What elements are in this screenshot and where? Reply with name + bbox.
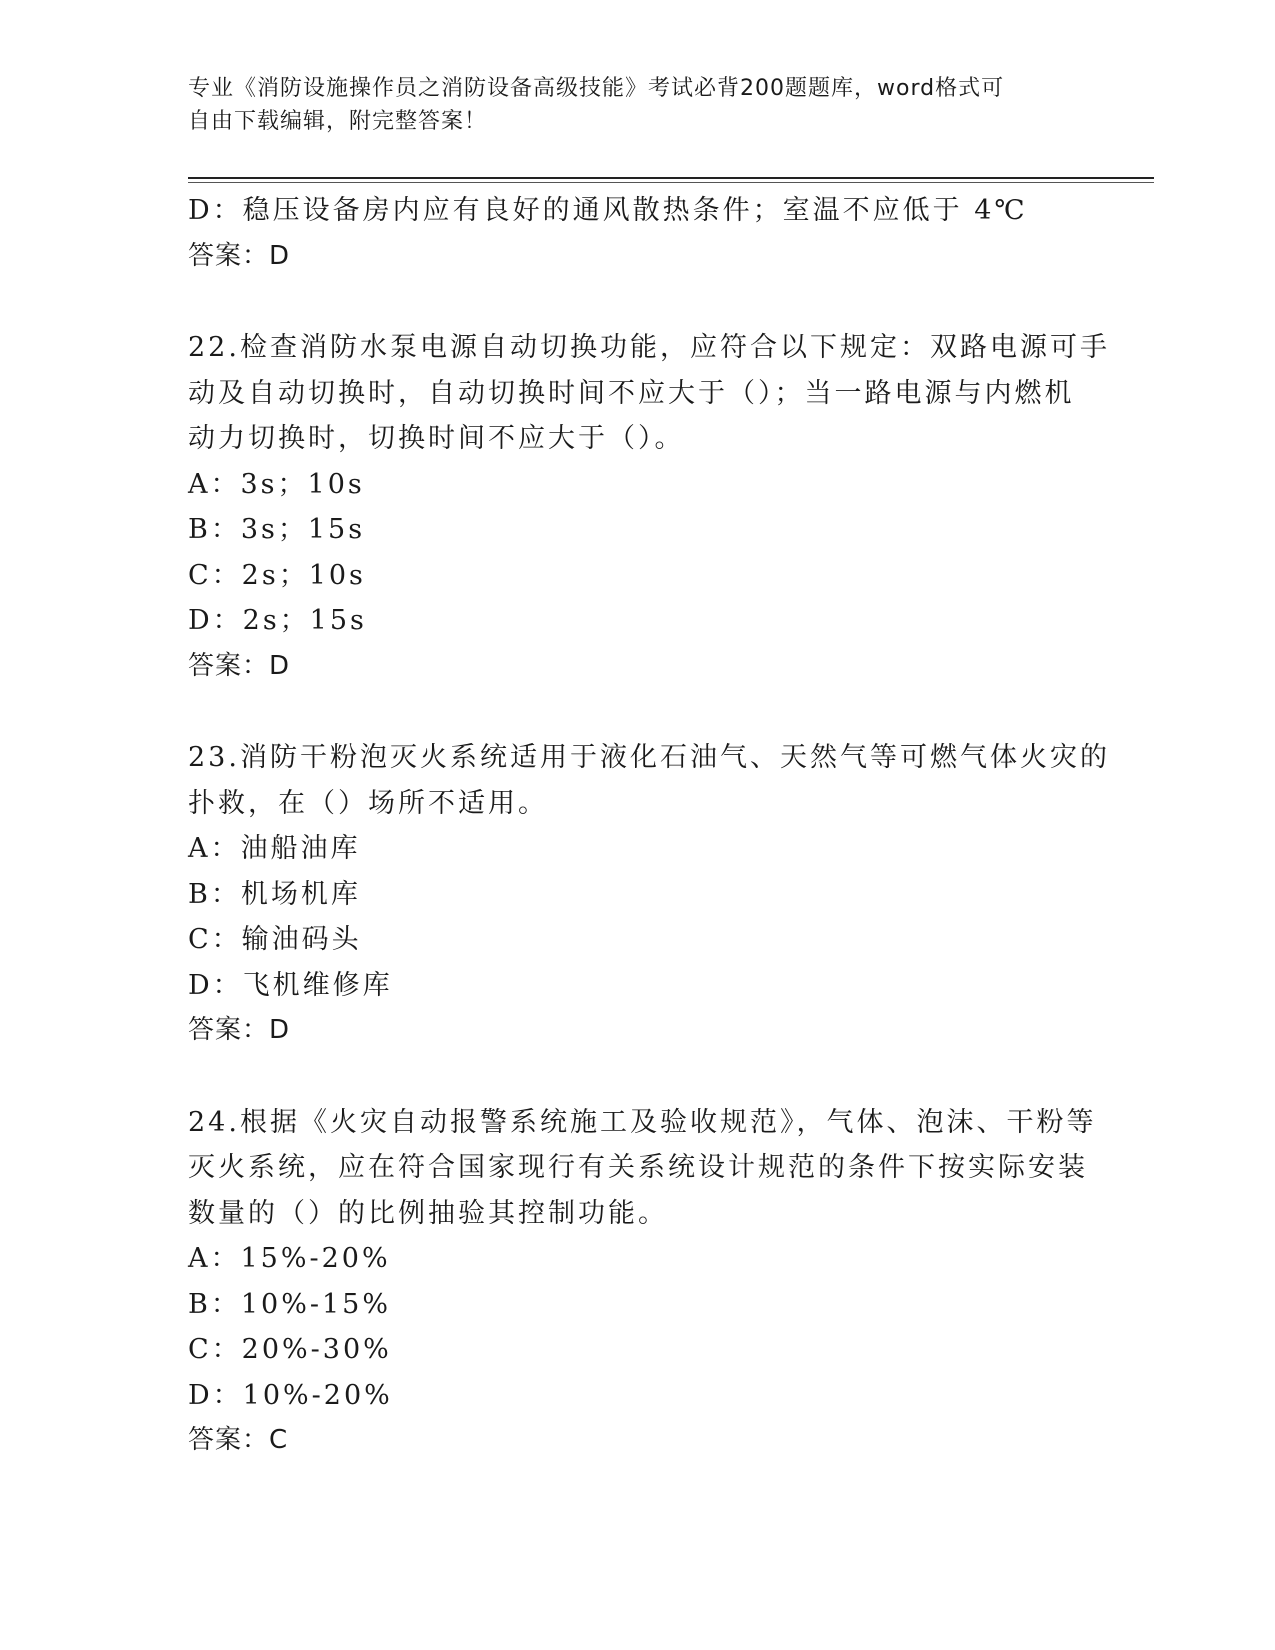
option-b: B：3s；15s bbox=[188, 514, 366, 545]
option-b: B：10%-15% bbox=[188, 1288, 391, 1320]
option-c: C：输油码头 bbox=[188, 924, 362, 955]
header-line-1: 专业《消防设施操作员之消防设备高级技能》考试必背200题题库，word格式可 bbox=[188, 76, 1005, 101]
option-c: C：20%-30% bbox=[188, 1334, 392, 1365]
question-text-line: 24.根据《火灾自动报警系统施工及验收规范》，气体、泡沫、干粉等 bbox=[188, 1106, 1097, 1138]
option-d: D：2s；15s bbox=[188, 605, 367, 636]
question-text-line: 动及自动切换时，自动切换时间不应大于（）；当一路电源与内燃机 bbox=[188, 377, 1075, 409]
option-d: D：10%-20% bbox=[188, 1379, 393, 1411]
question-text-line: 数量的（）的比例抽验其控制功能。 bbox=[188, 1197, 668, 1229]
question-23 bbox=[188, 735, 1110, 1054]
header-divider-thick bbox=[188, 177, 1154, 179]
question-text-line: 动力切换时，切换时间不应大于（）。 bbox=[188, 423, 685, 454]
document-header bbox=[188, 72, 1088, 138]
question-24 bbox=[188, 1100, 1097, 1464]
previous-question-tail bbox=[188, 188, 1088, 279]
question-text-line: 23.消防干粉泡灭火系统适用于液化石油气、天然气等可燃气体火灾的 bbox=[188, 742, 1110, 773]
option-a: A：3s；10s bbox=[188, 468, 365, 500]
option-a: A：15%-20% bbox=[188, 1243, 391, 1274]
question-text-line: 扑救，在（）场所不适用。 bbox=[188, 787, 548, 819]
header-divider-thin bbox=[188, 182, 1154, 183]
question-content bbox=[188, 188, 1110, 1464]
option-a: A：油船油库 bbox=[188, 833, 361, 864]
question-22 bbox=[188, 325, 1110, 689]
header-line-2: 自由下载编辑，附完整答案！ bbox=[188, 109, 488, 134]
question-text-line: 22.检查消防水泵电源自动切换功能，应符合以下规定：双路电源可手 bbox=[188, 332, 1110, 363]
answer: 答案：C bbox=[188, 1425, 289, 1455]
answer: 答案：D bbox=[188, 650, 291, 681]
option-d: D：飞机维修库 bbox=[188, 969, 393, 1001]
option-b: B：机场机库 bbox=[188, 878, 361, 910]
answer: 答案：D bbox=[188, 240, 291, 271]
option-d: D：稳压设备房内应有良好的通风散热条件；室温不应低于 4℃ bbox=[188, 195, 1028, 226]
option-c: C：2s；10s bbox=[188, 559, 366, 591]
answer: 答案：D bbox=[188, 1015, 291, 1045]
question-text-line: 灭火系统，应在符合国家现行有关系统设计规范的条件下按实际安装 bbox=[188, 1152, 1088, 1183]
